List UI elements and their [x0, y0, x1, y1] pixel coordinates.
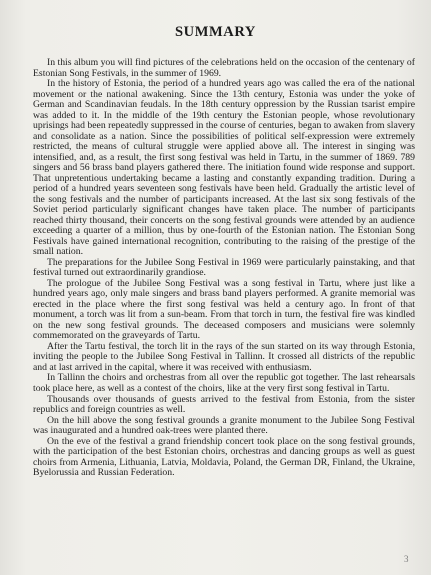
paragraph: In this album you will find pictures of the celebrations held on the occasion of the centenary of Estonian Song Festivals, in the summer of 1969. [33, 57, 415, 79]
paragraph: On the eve of the festival a grand friendship concert took place on the song festival grounds, with the participation of the best Estonian choirs, orchestras and dancing groups as well as guest choirs from Armenia, Lithuania, Latvia, Moldavia, Poland, the German DR, Finland, the Ukraine, Byelorussia and Russian Federation. [33, 435, 415, 479]
page-number: 3 [404, 554, 409, 564]
summary-body [33, 58, 415, 479]
paragraph: After the Tartu festival, the torch lit in the rays of the sun started on its way through Estonia, inviting the people to the Jubilee Song Festival in Tallinn. It crossed all districts of the republic and at last arrived in the capital, where it was received with enthusiasm. [33, 340, 415, 373]
page-title: SUMMARY [174, 24, 256, 40]
paragraph: Thousands over thousands of guests arrived to the festival from Estonia, from the sister republics and foreign countries as well. [33, 393, 415, 416]
paragraph: On the hill above the song festival grounds a granite monument to the Jubilee Song Festival was inaugurated and a hundred oak-trees were planted there. [33, 414, 415, 437]
paragraph: In Tallinn the choirs and orchestras from all over the republic got together. The last rehearsals took place here, as well as a contest of the choirs, like at the very first song festival in Tartu. [33, 372, 415, 394]
paragraph: In the history of Estonia, the period of a hundred years ago was called the era of the national movement or the national awakening. Since the 13th century, Estonia was under the yoke of German and Scandinavian feudals. In the 18th century oppression by the Russian tsarist empire was added to it. In the middle of the 19th century the Estonian people, whose revolutionary uprisings had been repeatedly suppressed in the course of centuries, began to awaken from slavery and consolidate as a nation. Since the possibilities of political self-expression were extremely restricted, the means of cultural struggle were applied above all. The interest in singing was intensified, and, as a result, the first song festival was held in Tartu, in the summer of 1869. 789 singers and 56 brass band players gathered there. The initiation found wide response and support. That unpretentious undertaking became a lasting and constantly expanding tradition. During a period of a hundred years seventeen song festivals have been held. Gradually the artistic level of the song festivals and the number of participants increased. At the last six song festivals of the Soviet period particularly significant changes have taken place. The number of participants reached thirty thousand, their concerts on the song festival grounds were attended by an audience exceeding a quarter of a million, thus by one-fourth of the Estonian nation. The Estonian Song Festivals have gained international recognition, contributing to the raising of the prestige of the small nation. [33, 78, 415, 258]
paragraph: The prologue of the Jubilee Song Festival was a song festival in Tartu, where just like a hundred years ago, only male singers and brass band players performed. A granite memorial was erected in the place where the first song festival was held a century ago. In front of that monument, a torch was lit from a sun-beam. From that torch in turn, the festival fire was kindled on the new song festival grounds. The deceased composers and musicians were solemnly commemorated on the graveyards of Tartu. [33, 277, 415, 342]
paragraph: The preparations for the Jubilee Song Festival in 1969 were particularly painstaking, and that festival turned out extraordinarily grandiose. [33, 256, 415, 279]
